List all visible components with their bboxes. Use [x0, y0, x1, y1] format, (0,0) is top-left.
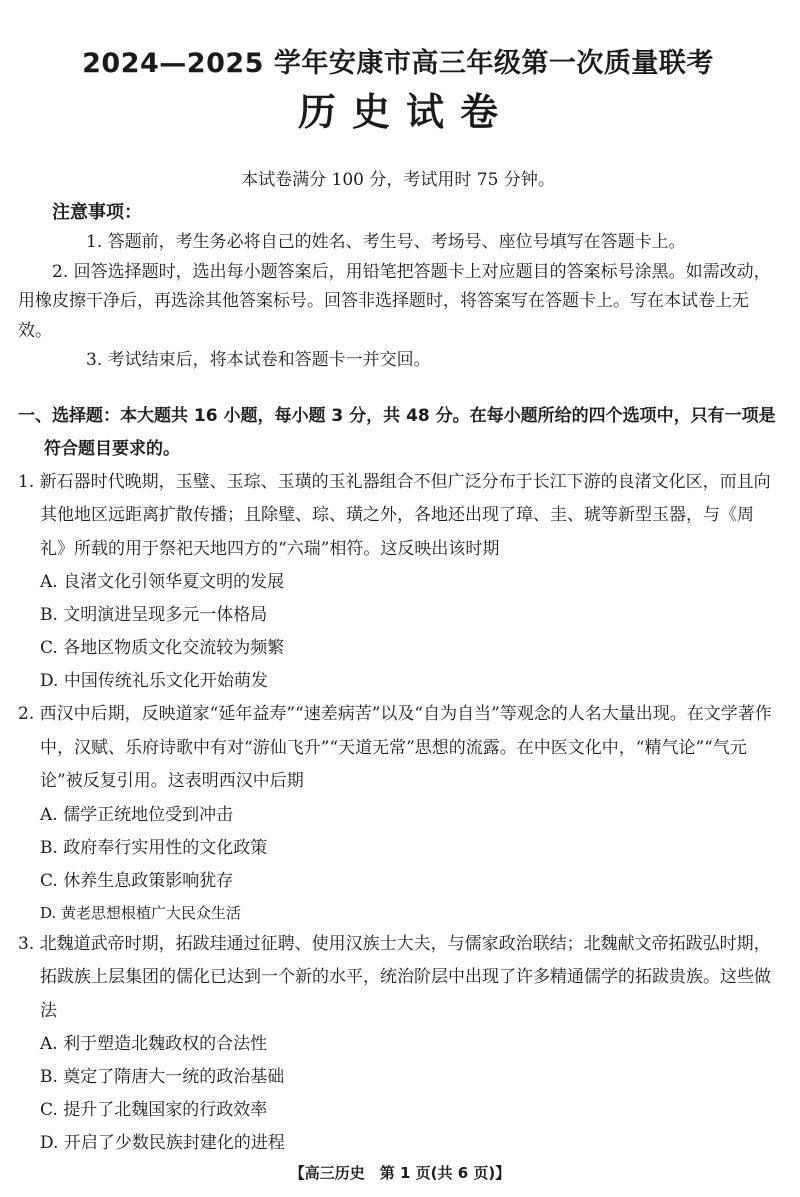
option-d: D. 开启了少数民族封建化的进程 — [40, 1133, 285, 1153]
notice-title: 注意事项： — [52, 202, 142, 223]
option-b: B. 政府奉行实用性的文化政策 — [40, 837, 268, 858]
option-a: A. 利于塑造北魏政权的合法性 — [40, 1034, 268, 1054]
option-c: C. 休养生息政策影响犹存 — [40, 870, 234, 891]
notice-item-1: 1. 答题前，考生务必将自己的姓名、考生号、考场号、座位号填写在答题卡上。 — [86, 232, 686, 252]
notice-item — [18, 228, 778, 376]
option-c: C. 各地区物质文化交流较为频繁 — [40, 638, 285, 658]
page-footer: 【高三历史 第 1 页(共 6 页)】 — [289, 1164, 511, 1182]
exam-info: 本试卷满分 100 分，考试用时 75 分钟。 — [241, 170, 555, 190]
section-heading: 一、选择题：本大题共 16 小题，每小题 3 分，共 48 分。在每小题所给的四个选项中，只有一项是符合题目要求的。 — [18, 405, 776, 459]
option-a: A. 良渚文化引领华夏文明的发展 — [40, 572, 285, 592]
option-d: D. 黄老思想根植广大民众生活 — [40, 903, 242, 922]
question-stem: 2. 西汉中后期，反映道家“延年益寿”“速差病苦”以及“自为自当”等观念的人名大量出现。在文学著作中，汉赋、乐府诗歌中有对“游仙飞升”“天道无常”思想的流露。在中医文化中，“精气论”“气元论”被反复引用。这表明西汉中后期 — [18, 704, 772, 791]
exam-title: 2024—2025 学年安康市高三年级第一次质量联考 — [82, 48, 714, 79]
subject-title: 历史试卷 — [297, 90, 514, 134]
notice-item-2: 2. 回答选择题时，选出每小题答案后，用铅笔把答题卡上对应题目的答案标号涂黑。如需改动，用橡皮擦干净后，再选涂其他答案标号。回答非选择题时，将答案写在答题卡上。写在本试卷上无效。 — [18, 261, 771, 341]
question-1 — [18, 466, 778, 699]
question-3 — [18, 928, 778, 1161]
option-c: C. 提升了北魏国家的行政效率 — [40, 1100, 268, 1120]
notice-item-3: 3. 考试结束后，将本试卷和答题卡一并交回。 — [86, 350, 431, 370]
question-stem: 1. 新石器时代晚期，玉璧、玉琮、玉璜的玉礼器组合不但广泛分布于长江下游的良渚文化区，而且向其他地区远距离扩散传播；且除璧、琮、璜之外，各地还出现了璋、圭、琥等新型玉器，与《周礼》所载的用于祭祀天地四方的“六瑞”相符。这反映出该时期 — [18, 471, 771, 559]
question-2 — [18, 698, 778, 928]
option-d: D. 中国传统礼乐文化开始萌发 — [40, 671, 268, 691]
question-stem: 3. 北魏道武帝时期，拓跋珪通过征聘、使用汉族士大夫，与儒家政治联结；北魏献文帝拓跋弘时期，拓跋族上层集团的儒化已达到一个新的水平，统治阶层中出现了许多精通儒学的拓跋贵族。这些做法 — [18, 933, 771, 1021]
option-b: B. 奠定了隋唐大一统的政治基础 — [40, 1067, 285, 1087]
option-b: B. 文明演进呈现多元一体格局 — [40, 605, 268, 625]
option-a: A. 儒学正统地位受到冲击 — [40, 804, 234, 825]
